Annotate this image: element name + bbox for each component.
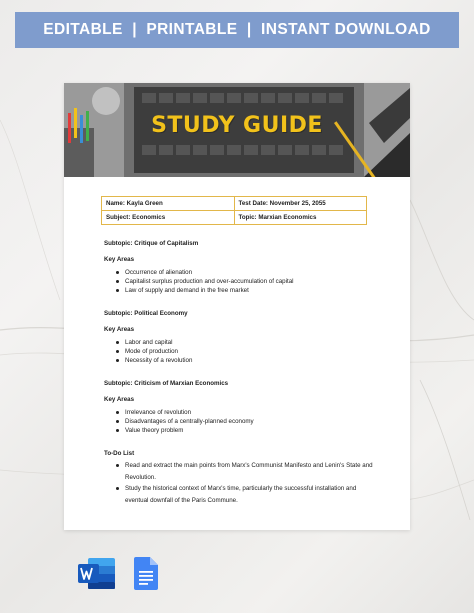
table-row xyxy=(102,197,367,211)
subtopic-heading: Subtopic: Political Economy xyxy=(104,310,188,317)
list-item: Labor and capital xyxy=(104,338,374,347)
microsoft-word-icon xyxy=(78,558,115,589)
todo-list xyxy=(104,460,374,506)
section-todo-list xyxy=(104,449,374,506)
subtopic-heading: Subtopic: Critique of Capitalism xyxy=(104,240,199,247)
key-areas-list xyxy=(104,338,374,365)
section-political-economy xyxy=(104,309,374,365)
list-item: Disadvantages of a centrally-planned economy xyxy=(104,417,374,426)
study-guide-page xyxy=(64,83,410,530)
google-docs-icon xyxy=(134,557,158,590)
table-row xyxy=(102,211,367,225)
section-critique-of-capitalism xyxy=(104,239,374,295)
guide-content xyxy=(104,239,374,520)
section-criticism-of-marxian-economics xyxy=(104,379,374,435)
list-item: Read and extract the main points from Marx's Communist Manifesto and Lenin's State and Revolution. xyxy=(104,460,374,483)
key-areas-heading: Key Areas xyxy=(104,256,135,263)
topic-cell: Topic: Marxian Economics xyxy=(234,211,367,225)
list-item: Necessity of a revolution xyxy=(104,356,374,365)
list-item: Capitalist surplus production and over-accumulation of capital xyxy=(104,277,374,286)
list-item: Mode of production xyxy=(104,347,374,356)
list-item: Law of supply and demand in the free market xyxy=(104,286,374,295)
name-cell: Name: Kayla Green xyxy=(102,197,235,211)
subtopic-heading: Subtopic: Criticism of Marxian Economics xyxy=(104,380,229,387)
subject-cell: Subject: Economics xyxy=(102,211,235,225)
list-item: Study the historical context of Marx's time, particularly the successful installation and eventual downfall of the Paris Commune. xyxy=(104,483,374,506)
key-areas-list xyxy=(104,408,374,435)
promo-banner xyxy=(15,12,459,48)
list-item: Occurrence of alienation xyxy=(104,268,374,277)
header-image xyxy=(64,83,410,177)
key-areas-heading: Key Areas xyxy=(104,326,135,333)
key-areas-list xyxy=(104,268,374,295)
info-table xyxy=(101,196,367,225)
todo-heading: To-Do List xyxy=(104,450,135,457)
page-title: STUDY GUIDE xyxy=(151,113,323,138)
test-date-cell: Test Date: November 25, 2055 xyxy=(234,197,367,211)
key-areas-heading: Key Areas xyxy=(104,396,135,403)
list-item: Value theory problem xyxy=(104,426,374,435)
banner-text: EDITABLE | PRINTABLE | INSTANT DOWNLOAD xyxy=(43,21,431,38)
list-item: Irrelevance of revolution xyxy=(104,408,374,417)
